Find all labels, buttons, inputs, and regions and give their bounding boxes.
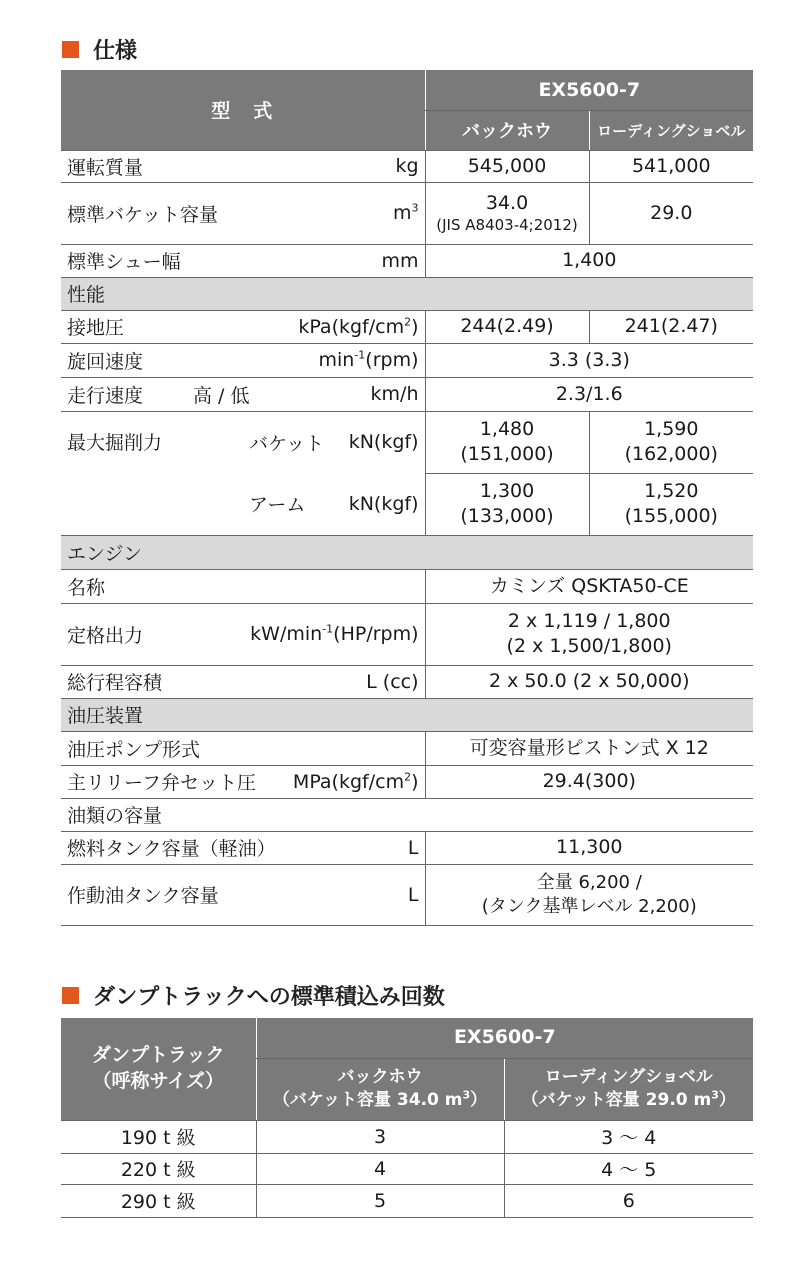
label-travel-speed: 走行速度 高 / 低 xyxy=(67,384,250,407)
dump-loading-count: 4 ～ 5 xyxy=(504,1153,753,1184)
unit-swing-speed: $\min^{-1}(rpm)$ xyxy=(318,348,419,371)
dump-title-text: ダンプトラックへの標準積込み回数 xyxy=(93,984,445,1010)
row-bucket-capacity xyxy=(61,182,753,244)
unit-digging-bucket: kN(kgf) xyxy=(348,431,419,454)
label-travel-speed-sub: 高 / 低 xyxy=(193,384,250,407)
row-hydraulic-tank xyxy=(61,864,753,925)
dump-backhoe-count: 4 xyxy=(256,1153,504,1184)
row-pump-type xyxy=(61,731,753,765)
dump-backhoe-count: 5 xyxy=(256,1184,504,1217)
jis-note: (JIS A8403-4;2012) xyxy=(436,215,578,234)
spec-section-title xyxy=(62,33,137,65)
dump-backhoe-count: 3 xyxy=(256,1120,504,1153)
label-ground-pressure: 接地圧 xyxy=(67,317,125,339)
row-relief-pressure xyxy=(61,765,753,798)
row-displacement xyxy=(61,665,753,698)
unit-ground-pressure: $kPa(kgf/cm^2)$ xyxy=(298,315,419,338)
spec-title-text: 仕様 xyxy=(93,38,138,64)
dump-truck-size: 290 t 級 xyxy=(61,1184,256,1217)
unit-rated-output: $kW/\min^{-1}(HP/rpm)$ xyxy=(250,622,419,645)
dump-model-name: EX5600-7 xyxy=(256,1018,753,1058)
dump-truck-size: 220 t 級 xyxy=(61,1153,256,1184)
dump-truck-label: ダンプトラック （呼称サイズ） xyxy=(61,1018,256,1120)
unit-relief-pressure: $MPa(kgf/cm^2)$ xyxy=(292,770,419,793)
orange-square-icon xyxy=(62,987,79,1004)
row-rated-output xyxy=(61,603,753,665)
value-rated-output: 2 x 1,119 / 1,800 (2 x 1,500/1,800) xyxy=(425,603,753,665)
label-operating-weight: 運転質量 xyxy=(67,156,144,179)
unit-travel-speed: km/h xyxy=(370,383,419,405)
value-travel-speed: 2.3/1.6 xyxy=(425,377,753,411)
label-relief-pressure: 主リリーフ弁セット圧 xyxy=(67,772,257,794)
label-hydraulic-tank: 作動油タンク容量 xyxy=(67,885,219,907)
label-engine-name: 名称 xyxy=(61,569,425,603)
label-bucket-capacity: 標準バケット容量 xyxy=(67,203,219,226)
engine-header: エンジン xyxy=(61,535,753,569)
label-max-digging-force: 最大掘削力 xyxy=(61,411,241,535)
label-fuel-tank: 燃料タンク容量（軽油） xyxy=(67,838,276,860)
hydraulic-header-row xyxy=(61,698,753,731)
spec-header-row xyxy=(61,70,753,110)
value-bucket-capacity-loading: 29.0 xyxy=(589,182,753,244)
unit-bucket-capacity: $m^3$ xyxy=(393,201,419,224)
row-engine-name xyxy=(61,569,753,603)
value-engine-name: カミンズ QSKTA50-CE xyxy=(425,569,753,603)
value-ground-pressure-loading: 241(2.47) xyxy=(589,310,753,343)
unit-hydraulic-tank: L xyxy=(407,883,419,906)
value-displacement: 2 x 50.0 (2 x 50,000) xyxy=(425,665,753,698)
row-swing-speed xyxy=(61,343,753,377)
label-swing-speed: 旋回速度 xyxy=(67,350,144,373)
value-shoe-width: 1,400 xyxy=(425,244,753,277)
dump-loading-count: 3 ～ 4 xyxy=(504,1120,753,1153)
value-digging-bucket-loading: 1,590 (162,000) xyxy=(589,411,753,473)
value-operating-weight-loading: 541,000 xyxy=(589,150,753,182)
row-operating-weight xyxy=(61,150,753,182)
model-label: 型 式 xyxy=(61,70,425,150)
value-hydraulic-tank: 全量 6,200 / (タンク基準レベル 2,200) xyxy=(425,864,753,925)
dump-truck-size: 190 t 級 xyxy=(61,1120,256,1153)
value-bucket-capacity-backhoe: 34.0 (JIS A8403-4;2012) xyxy=(425,182,589,244)
label-rated-output: 定格出力 xyxy=(67,624,144,647)
performance-header-row xyxy=(61,277,753,310)
label-digging-arm: アーム xyxy=(249,494,306,517)
value-swing-speed: 3.3 (3.3) xyxy=(425,343,753,377)
value-fuel-tank: 11,300 xyxy=(425,831,753,864)
label-displacement: 総行程容積 xyxy=(67,672,163,694)
value-digging-arm-loading: 1,520 (155,000) xyxy=(589,473,753,535)
performance-header: 性能 xyxy=(61,277,753,310)
unit-operating-weight: kg xyxy=(395,155,419,177)
dump-section-title xyxy=(62,979,445,1011)
unit-shoe-width: mm xyxy=(381,249,419,272)
label-pump-type: 油圧ポンプ形式 xyxy=(61,731,425,765)
dump-row-190 xyxy=(61,1120,753,1153)
value-digging-bucket-backhoe: 1,480 (151,000) xyxy=(425,411,589,473)
value-operating-weight-backhoe: 545,000 xyxy=(425,150,589,182)
engine-header-row xyxy=(61,535,753,569)
dump-col-loading: ローディングショベル （バケット容量 29.0 $m^3$） xyxy=(504,1058,753,1120)
row-ground-pressure xyxy=(61,310,753,343)
row-fluid-capacity xyxy=(61,798,753,831)
dump-loading-count: 6 xyxy=(504,1184,753,1217)
col-backhoe: バックホウ xyxy=(425,110,589,150)
spec-table xyxy=(61,70,753,926)
label-digging-bucket: バケット xyxy=(249,432,325,455)
value-digging-arm-backhoe: 1,300 (133,000) xyxy=(425,473,589,535)
orange-square-icon xyxy=(62,41,79,58)
row-travel-speed xyxy=(61,377,753,411)
dump-table xyxy=(61,1018,753,1218)
row-digging-bucket xyxy=(61,411,753,473)
hydraulic-header: 油圧装置 xyxy=(61,698,753,731)
unit-digging-arm: kN(kgf) xyxy=(348,492,419,515)
label-fluid-capacity: 油類の容量 xyxy=(61,798,753,831)
value-relief-pressure: 29.4(300) xyxy=(425,765,753,798)
row-shoe-width xyxy=(61,244,753,277)
dump-row-220 xyxy=(61,1153,753,1184)
value-ground-pressure-backhoe: 244(2.49) xyxy=(425,310,589,343)
model-name: EX5600-7 xyxy=(425,70,753,110)
dump-header-row xyxy=(61,1018,753,1058)
col-loading: ローディングショベル xyxy=(589,110,753,150)
value-pump-type: 可変容量形ピストン式 X 12 xyxy=(425,731,753,765)
unit-fuel-tank: L xyxy=(407,836,419,859)
unit-displacement: L (cc) xyxy=(366,670,419,693)
label-shoe-width: 標準シュー幅 xyxy=(67,251,181,273)
row-fuel-tank xyxy=(61,831,753,864)
dump-col-backhoe: バックホウ （バケット容量 34.0 $m^3$） xyxy=(256,1058,504,1120)
dump-row-290 xyxy=(61,1184,753,1217)
